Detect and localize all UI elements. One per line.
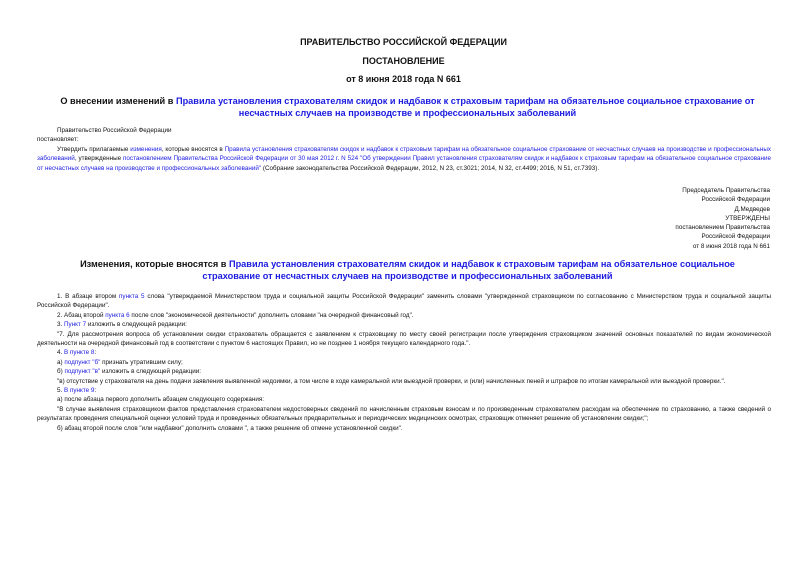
changes-title-link[interactable]: Правила установления страхователям скидок и надбавок к страховым тарифам на обязательное социальное страхование от несчастных случаев на производстве и профессиональных заболеваний (202, 259, 735, 281)
item-3-text-a: 3. (57, 321, 65, 329)
item-4a-text-b: признать утратившим силу; (100, 358, 183, 366)
signature-block (510, 186, 770, 251)
approved-by: постановлением Правительства (675, 224, 770, 232)
item-4 (37, 348, 771, 357)
item-4-text-a: 4. (57, 349, 65, 357)
item-1-text-a: 1. В абзаце втором (57, 293, 120, 300)
title-rules-link[interactable]: Правила установления страхователям скидок и надбавок к страховым тарифам на обязательное социальное страхование от несчастных случаев на производстве и профессиональных заболеваний (175, 96, 755, 118)
item-1 (37, 292, 771, 311)
item-4b (37, 367, 771, 376)
item-3-text-b: изложить в следующей редакции: (86, 321, 187, 329)
changes-link[interactable]: изменения (130, 145, 162, 153)
item-2-link[interactable]: пункта 6 (105, 311, 130, 319)
title-prefix: О внесении изменений в (60, 96, 176, 106)
item-5a-quote: "В случае выявления страховщиком фактов представления страхователем недостоверных сведений по начисленным страховым взносам и по произведенным страхователем расходам на обеспечение по страхованию, а также сведений о результатах проведения специальной оценки условий труда и проведенных обязательных предварительных и периодических медицинских осмотрах, страховщик отменяет решение об установлении скидки;"; (37, 405, 771, 423)
changes-title-prefix: Изменения, которые вносятся в (80, 259, 229, 269)
item-3-link[interactable]: Пункт 7 (64, 321, 87, 329)
item-3 (37, 320, 771, 329)
item-1-link[interactable]: пункта 5 (119, 293, 145, 300)
intro-line-1: Правительство Российской Федерации (57, 127, 172, 134)
intro-line-2: постановляет: (37, 136, 79, 144)
item-4a-link[interactable]: подпункт "б" (64, 358, 101, 366)
item-4a (37, 358, 771, 367)
item-5-link[interactable]: В пункте 9 (64, 387, 95, 395)
item-2-text-a: 2. Абзац второй (57, 311, 106, 319)
item-4b-quote: "в) отсутствие у страхователя на день подачи заявления выявленной недоимки, а том числе в ходе камеральной или выездной проверки, и (или) начисленных пеней и штрафов по итогам камеральной или выездной проверки.". (57, 377, 726, 385)
approved-country: Российской Федерации (701, 233, 770, 241)
changes-list (37, 292, 771, 433)
item-5a: а) после абзаца первого дополнить абзацем следующего содержания: (57, 396, 265, 404)
changes-title (50, 258, 765, 282)
government-heading: ПРАВИТЕЛЬСТВО РОССИЙСКОЙ ФЕДЕРАЦИИ (300, 37, 507, 47)
item-5-text-b: : (94, 387, 97, 395)
item-2-text-b: после слов "экономической деятельности" дополнить словами "на очередной финансовый год". (129, 311, 414, 319)
intro-text-a: Утвердить прилагаемые (57, 145, 131, 153)
item-4a-text-a: а) (57, 358, 65, 366)
signature-country: Российской Федерации (701, 196, 770, 204)
approved-date: от 8 июня 2018 года N 661 (692, 242, 770, 250)
item-2 (37, 311, 771, 320)
rules-link[interactable]: Правила установления страхователям скидок и надбавок к страховым тарифам на обязательное социальное страхование от несчастных случаев на производстве и профессиональных заболеваний (37, 145, 771, 163)
approved-label: УТВЕРЖДЕНЫ (725, 214, 770, 222)
document-date: от 8 июня 2018 года N 661 (346, 74, 461, 84)
intro-text-b: , которые вносятся в (161, 145, 225, 153)
intro-section (37, 126, 771, 173)
item-5 (37, 386, 771, 395)
item-1-text-b: слова "утверждаемой Министерством труда и социальной защиты Российской Федерации" заменить словами "утвержденной страховщиком по согласованию с Министерством труда и социальной защиты Российской Федерации". (37, 293, 771, 310)
item-4-link[interactable]: В пункте 8 (64, 349, 95, 357)
document-title (50, 95, 765, 119)
document-type: ПОСТАНОВЛЕНИЕ (362, 56, 445, 66)
item-4b-text-a: б) (57, 368, 65, 376)
item-4-text-b: : (94, 349, 97, 357)
item-5-text-a: 5. (57, 387, 65, 395)
resolution-link[interactable]: постановлением Правительства Российской Федерации от 30 мая 2012 г. N 524 "Об утверждении Правил установления страхователям скидок и надбавок к страховым тарифам на обязательное социальное страхование от несчастных случаев на производстве и профессиональных заболеваний" (37, 155, 772, 172)
item-4b-link[interactable]: подпункт "в" (64, 368, 101, 376)
item-3-quote: "7. Для рассмотрения вопроса об установлении скидки страхователь обращается с заявлением к страховщику по месту своей регистрации после утверждения страховщиком значений основных показателей по видам экономической деятельности на очередной финансовый год в соответствии с пунктом 6 настоящих Правил, но не позднее 1 ноября текущего календарного года.". (37, 330, 771, 348)
item-4b-text-b: изложить в следующей редакции: (100, 368, 202, 376)
intro-text-d: (Собрание законодательства Российской Федерации, 2012, N 23, ст.3021; 2014, N 32, ст.4499; 2016, N 51, ст.7393). (261, 164, 600, 172)
signature-position: Председатель Правительства (682, 187, 770, 194)
item-5b: б) абзац второй после слов "или надбавки" дополнить словами ", а также решение об отмене установленной скидки". (57, 424, 403, 432)
signature-name: Д.Медведев (734, 205, 770, 213)
intro-text-c: , утвержденные (74, 155, 124, 163)
intro-paragraph (37, 145, 771, 173)
